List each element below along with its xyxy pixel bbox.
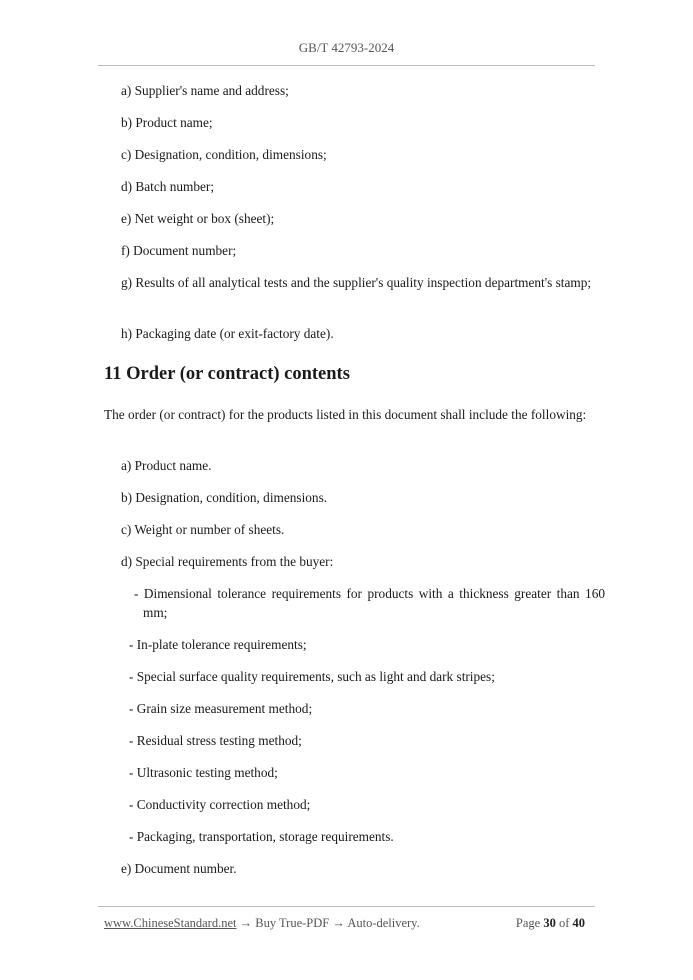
arrow-icon: →: [332, 916, 345, 930]
sub-list-item: - Ultrasonic testing method;: [129, 765, 278, 780]
delivery-text: Auto-delivery.: [347, 916, 420, 930]
list-item: c) Designation, condition, dimensions;: [121, 147, 327, 162]
list-item: c) Weight or number of sheets.: [121, 522, 285, 537]
of-label: of: [558, 916, 570, 930]
list-item: g) Results of all analytical tests and the supplier's quality inspection department's stamp;: [121, 275, 592, 290]
list-item: h) Packaging date (or exit-factory date).: [121, 326, 334, 341]
header-divider: [98, 65, 595, 66]
footer-divider: [98, 906, 595, 907]
list-item: d) Special requirements from the buyer:: [121, 554, 334, 569]
list-item: e) Net weight or box (sheet);: [121, 211, 275, 226]
sub-list-item: - Conductivity correction method;: [129, 797, 311, 812]
sub-list-item: - Packaging, transportation, storage requirements.: [129, 829, 394, 844]
sub-list-item: - Grain size measurement method;: [129, 701, 313, 716]
list-item: e) Document number.: [121, 861, 237, 876]
page-indicator: [516, 916, 585, 931]
list-item: f) Document number;: [121, 243, 237, 258]
sub-list-item: - In-plate tolerance requirements;: [129, 637, 307, 652]
list-item: d) Batch number;: [121, 179, 215, 194]
list-item: b) Designation, condition, dimensions.: [121, 490, 328, 505]
list-item: a) Supplier's name and address;: [121, 83, 289, 98]
page-label: Page: [515, 916, 541, 930]
site-link[interactable]: www.ChineseStandard.net: [104, 916, 237, 930]
section-intro: The order (or contract) for the products listed in this document shall include the following:: [104, 407, 587, 422]
page-number: 30: [543, 916, 556, 930]
arrow-icon: →: [239, 916, 253, 930]
list-item: b) Product name;: [121, 115, 213, 130]
section-heading: 11 Order (or contract) contents: [104, 364, 350, 384]
footer-links: [104, 916, 420, 931]
sub-list-item: - Special surface quality requirements, such as light and dark stripes;: [129, 669, 495, 684]
list-item: a) Product name.: [121, 458, 212, 473]
sub-list-item: - Dimensional tolerance requirements for products with a thickness greater than 160 mm;: [134, 586, 605, 620]
page-header: GB/T 42793-2024: [298, 40, 395, 55]
page-total: 40: [572, 916, 585, 930]
sub-list-item: - Residual stress testing method;: [129, 733, 302, 748]
buy-link[interactable]: Buy True-PDF: [255, 916, 330, 930]
